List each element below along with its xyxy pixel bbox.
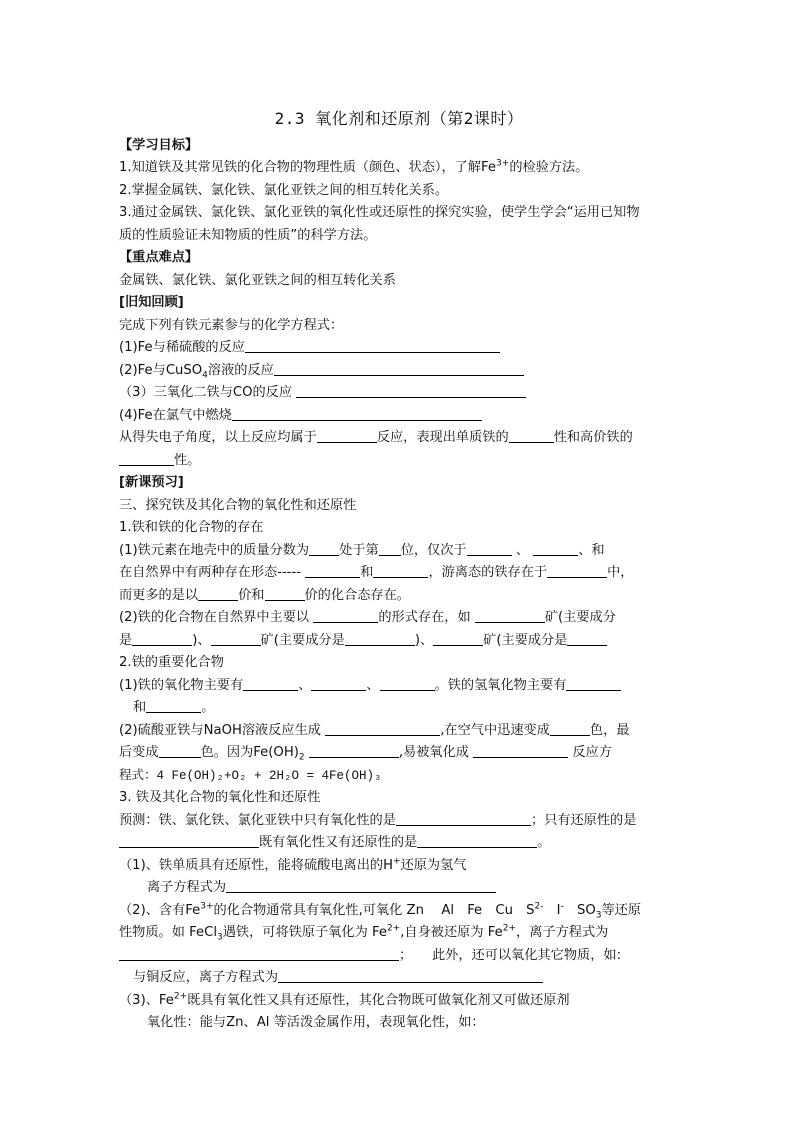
answer-blank[interactable] xyxy=(211,631,261,646)
review-item-2 xyxy=(119,360,679,383)
text: 、 xyxy=(366,677,380,693)
answer-blank[interactable] xyxy=(380,676,435,691)
text: 色，最 xyxy=(589,722,630,738)
section-3-2-heading: 2.铁的重要化合物 xyxy=(119,655,224,670)
text: 位，仅次于 xyxy=(400,542,467,558)
text: 遇铁，可将铁原子氧化为 Fe xyxy=(222,925,387,940)
goal-3-line-2: 质的性质验证未知物质的性质”的科学方法。 xyxy=(119,227,377,243)
review-intro: 完成下列有铁元素参与的化学方程式： xyxy=(119,317,344,333)
text: 离子方程式为 xyxy=(147,880,227,895)
answer-blank[interactable] xyxy=(473,743,568,758)
answer-blank[interactable] xyxy=(274,361,524,376)
review-item-2-tail: 溶液的反应 xyxy=(207,362,274,378)
text: 。铁的氢氧化物主要有 xyxy=(434,677,567,693)
answer-blank[interactable] xyxy=(566,676,621,691)
text: 中， xyxy=(607,565,634,580)
answer-blank[interactable] xyxy=(265,586,305,601)
section-3-3-heading: 3. 铁及其化合物的氧化性和还原性 xyxy=(119,790,321,805)
subscript: 3 xyxy=(595,910,602,921)
text: 的化合物通常具有氧化性,可氧化 Zn Al Fe Cu S xyxy=(213,902,535,918)
superscript: 2+ xyxy=(386,923,401,934)
answer-blank[interactable] xyxy=(373,563,428,578)
text: ,易被氧化成 xyxy=(398,745,469,760)
hydroxide-line-1 xyxy=(119,720,679,743)
text: 、和 xyxy=(578,542,605,558)
case-2-line-4 xyxy=(119,967,679,990)
summary-text: 反应，表现出单质铁的 xyxy=(376,430,509,445)
text: 、 xyxy=(515,542,530,558)
text: (1)铁元素在地壳中的质量分数为 xyxy=(119,542,310,558)
goals-heading: 【学习目标】 xyxy=(119,137,199,153)
answer-blank[interactable] xyxy=(533,541,578,556)
answer-blank[interactable] xyxy=(311,676,366,691)
compound-line-1 xyxy=(119,607,679,630)
answer-blank[interactable] xyxy=(305,563,360,578)
case-1-ion xyxy=(119,877,679,900)
summary-text: 性。 xyxy=(174,452,201,468)
review-item-3-text: （3）三氧化二铁与CO的反应 xyxy=(119,385,293,400)
text: （1)、铁单质具有还原性，能将硫酸电离出的H xyxy=(119,857,394,873)
review-item-1 xyxy=(119,337,679,360)
subscript: 3 xyxy=(216,932,223,943)
answer-blank[interactable] xyxy=(467,541,512,556)
answer-blank[interactable] xyxy=(567,631,607,646)
text: 和 xyxy=(133,700,147,715)
superscript: + xyxy=(393,856,401,867)
superscript: - xyxy=(560,901,564,912)
text: (1)铁的氧化物主要有 xyxy=(119,677,244,693)
answer-blank[interactable] xyxy=(433,631,483,646)
text: 色。因为Fe(OH) xyxy=(200,745,299,760)
goal-2: 2.掌握金属铁、氯化铁、氯化亚铁之间的相互转化关系。 xyxy=(119,182,449,198)
text: （2)、含有Fe xyxy=(119,902,201,918)
case-2-line-1 xyxy=(119,900,679,923)
text: 价的化合态存在。 xyxy=(304,587,410,603)
text: 。 xyxy=(201,700,215,715)
text: 处于第 xyxy=(339,542,379,558)
section-3-heading: 三、探究铁及其化合物的氧化性和还原性 xyxy=(119,497,357,513)
text: 既具有氧化性又具有还原性，其化合物既可做氧化剂又可做还原剂 xyxy=(187,992,570,1008)
text: 等还原 xyxy=(601,902,642,918)
review-heading: [旧知回顾] xyxy=(119,295,184,310)
answer-blank[interactable] xyxy=(547,563,607,578)
case-2-line-2 xyxy=(119,922,679,945)
case-3-line-1 xyxy=(119,990,679,1013)
answer-blank[interactable] xyxy=(396,811,531,826)
text: 预测：铁、氯化铁、氯化亚铁中只有氧化性的是 xyxy=(119,812,396,828)
preview-heading: [新课预习] xyxy=(119,475,184,490)
text: 和 xyxy=(360,565,374,580)
answer-blank[interactable] xyxy=(309,541,339,556)
review-item-4-text: (4)Fe在氯气中燃烧 xyxy=(119,407,232,423)
answer-blank[interactable] xyxy=(317,428,377,443)
review-item-3 xyxy=(119,382,679,405)
text: 还原为氢气 xyxy=(400,857,467,873)
text: 矿(主要成分 xyxy=(544,610,616,625)
existence-line-2 xyxy=(119,562,679,585)
goal-1-tail: 的检验方法。 xyxy=(509,160,589,175)
text: )、 xyxy=(414,632,434,648)
answer-blank[interactable] xyxy=(313,608,378,623)
summary-text: 从得失电子角度，以上反应均属于 xyxy=(119,430,317,445)
goal-1 xyxy=(119,157,679,180)
page-title: 2.3 氧化剂和还原剂（第2课时） xyxy=(274,109,524,128)
answer-blank[interactable] xyxy=(245,338,500,353)
subscript: 2 xyxy=(298,752,305,763)
text: 矿(主要成分是 xyxy=(483,632,568,648)
text: I xyxy=(543,902,561,918)
existence-line-3 xyxy=(119,585,679,608)
hydroxide-equation: 程式：4 Fe(OH)₂+O₂ + 2H₂O = 4Fe(OH)₃ xyxy=(119,768,382,783)
text: 。 xyxy=(537,835,551,850)
answer-blank[interactable] xyxy=(132,631,192,646)
case-2-line-3 xyxy=(119,945,679,968)
answer-blank[interactable] xyxy=(475,608,545,623)
answer-blank[interactable] xyxy=(379,541,401,556)
answer-blank[interactable] xyxy=(509,428,554,443)
review-summary-2 xyxy=(119,450,679,473)
case-3-line-2: 氧化性：能与Zn、Al 等活泼金属作用，表现氧化性，如： xyxy=(147,1015,485,1030)
oxide-line-1 xyxy=(119,675,679,698)
section-3-1-heading: 1.铁和铁的化合物的存在 xyxy=(119,520,264,535)
superscript: 2+ xyxy=(502,923,517,934)
summary-text: 性和高价铁的 xyxy=(553,430,633,445)
key-text: 金属铁、氯化铁、氯化亚铁之间的相互转化关系 xyxy=(119,272,396,288)
answer-blank[interactable] xyxy=(417,833,537,848)
text: 而更多的是以 xyxy=(119,587,199,603)
text: ； 此外，还可以氧化其它物质，如: xyxy=(399,947,622,963)
review-item-2-text: (2)Fe与CuSO xyxy=(119,362,203,378)
text: ；只有还原性的是 xyxy=(530,812,637,828)
answer-blank[interactable] xyxy=(119,946,399,961)
answer-blank[interactable] xyxy=(146,698,201,713)
answer-blank[interactable] xyxy=(550,721,590,736)
answer-blank[interactable] xyxy=(159,743,201,758)
answer-blank[interactable] xyxy=(119,451,174,466)
text: ，游离态的铁存在于 xyxy=(428,565,548,580)
answer-blank[interactable] xyxy=(296,383,526,398)
text: （3)、Fe xyxy=(119,992,174,1008)
case-1-line xyxy=(119,855,679,878)
text: ,在空气中迅速变成 xyxy=(440,722,550,738)
text: 矿(主要成分是 xyxy=(260,632,345,648)
review-summary-1 xyxy=(119,427,679,450)
superscript: 2- xyxy=(534,901,544,912)
text: (2)硫酸亚铁与NaOH溶液反应生成 xyxy=(119,722,321,738)
text: 反应方 xyxy=(572,745,612,760)
review-item-4 xyxy=(119,405,679,428)
answer-blank[interactable] xyxy=(232,406,482,421)
existence-line-1 xyxy=(119,540,679,563)
fe3-superscript: 3+ xyxy=(496,158,510,169)
text: 在自然界中有两种存在形态----- xyxy=(119,565,302,580)
text: 与铜反应，离子方程式为 xyxy=(133,970,279,985)
text: 、 xyxy=(298,677,312,693)
text: ，离子方程式为 xyxy=(516,925,609,940)
hydroxide-line-2 xyxy=(119,742,679,765)
oxide-line-2 xyxy=(119,697,679,720)
text: SO xyxy=(563,902,596,918)
answer-blank[interactable] xyxy=(345,631,415,646)
answer-blank[interactable] xyxy=(278,968,543,983)
text: 的形式存在，如 xyxy=(378,610,471,625)
text: 后变成 xyxy=(119,745,159,760)
superscript: 3+ xyxy=(200,901,214,912)
answer-blank[interactable] xyxy=(198,586,238,601)
goal-1-text: 1.知道铁及其常见铁的化合物的物理性质（颜色、状态），了解Fe xyxy=(119,160,497,175)
review-item-1-text: (1)Fe与稀硫酸的反应 xyxy=(119,340,245,355)
worksheet-page xyxy=(119,100,679,1035)
goal-3-line-1: 3.通过金属铁、氯化铁、氯化亚铁的氧化性或还原性的探究实验，使学生学会“运用已知物 xyxy=(119,205,640,220)
prediction-line-1 xyxy=(119,810,679,833)
text: 价和 xyxy=(238,587,265,603)
compound-line-2 xyxy=(119,630,679,653)
answer-blank[interactable] xyxy=(325,721,440,736)
text: (2)铁的化合物在自然界中主要以 xyxy=(119,610,310,625)
prediction-line-2 xyxy=(119,832,679,855)
answer-blank[interactable] xyxy=(309,743,399,758)
text: ,自身被还原为 Fe xyxy=(400,925,503,940)
answer-blank[interactable] xyxy=(243,676,298,691)
key-heading: 【重点难点】 xyxy=(119,250,199,265)
text: 既有氧化性又有还原性的是 xyxy=(259,835,418,850)
text: 是 xyxy=(119,632,133,648)
subscript: 4 xyxy=(202,370,208,381)
answer-blank[interactable] xyxy=(119,833,259,848)
text: )、 xyxy=(192,632,211,648)
answer-blank[interactable] xyxy=(226,878,496,893)
superscript: 2+ xyxy=(173,991,188,1002)
text: 性物质。如 FeCl xyxy=(119,925,217,940)
